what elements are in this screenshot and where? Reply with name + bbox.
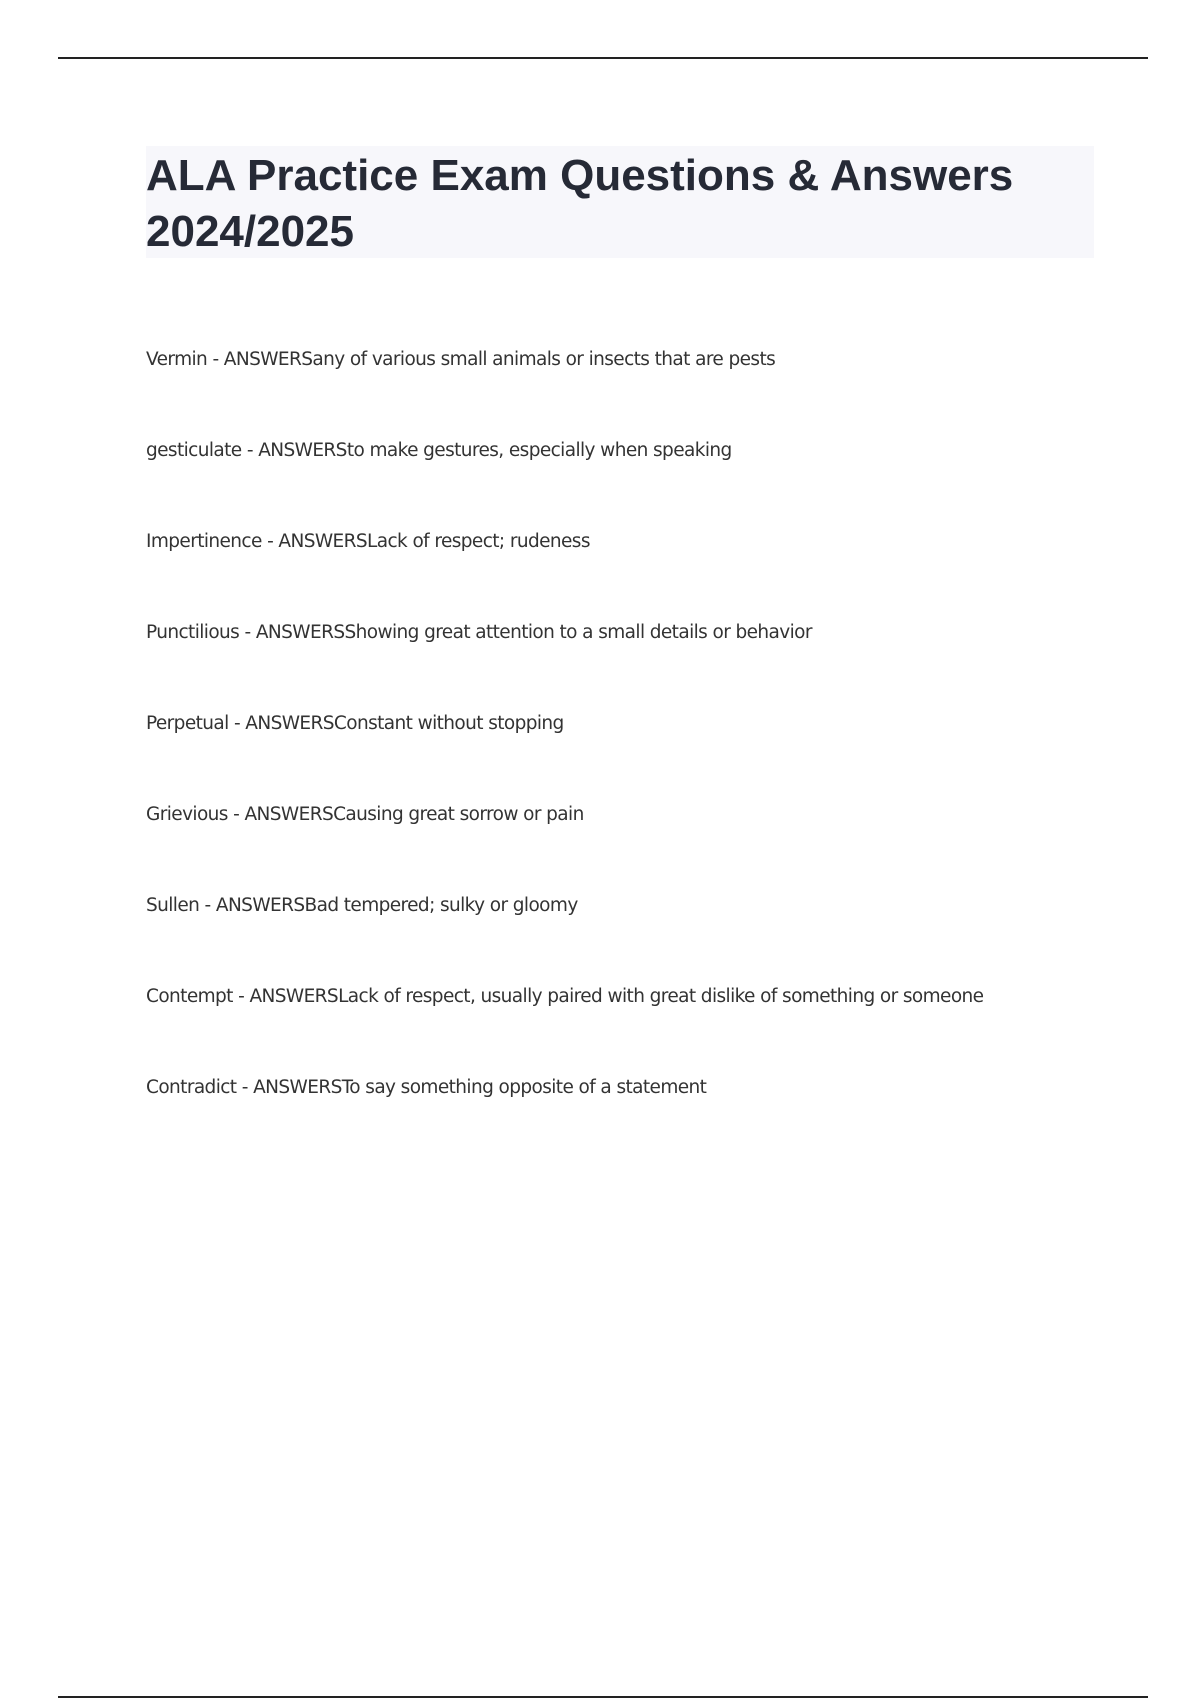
qa-entry: Sullen - ANSWERSBad tempered; sulky or gloomy xyxy=(146,895,578,916)
qa-entry: Punctilious - ANSWERSShowing great attention to a small details or behavior xyxy=(146,622,812,643)
qa-entry: Impertinence - ANSWERSLack of respect; rudeness xyxy=(146,531,590,552)
footer-rule xyxy=(58,1696,1148,1698)
qa-entry: Grievious - ANSWERSCausing great sorrow or pain xyxy=(146,804,584,825)
qa-list xyxy=(146,348,1146,1167)
qa-entry: Contempt - ANSWERSLack of respect, usually paired with great dislike of something or someone xyxy=(146,986,984,1007)
qa-entry: Contradict - ANSWERSTo say something opposite of a statement xyxy=(146,1077,707,1098)
header-rule xyxy=(58,57,1148,59)
title-block xyxy=(146,146,1094,258)
qa-entry: Perpetual - ANSWERSConstant without stopping xyxy=(146,713,564,734)
qa-entry: Vermin - ANSWERSany of various small animals or insects that are pests xyxy=(146,349,776,370)
page-title: ALA Practice Exam Questions & Answers 2024/2025 xyxy=(146,151,1014,256)
qa-entry: gesticulate - ANSWERSto make gestures, especially when speaking xyxy=(146,440,732,461)
